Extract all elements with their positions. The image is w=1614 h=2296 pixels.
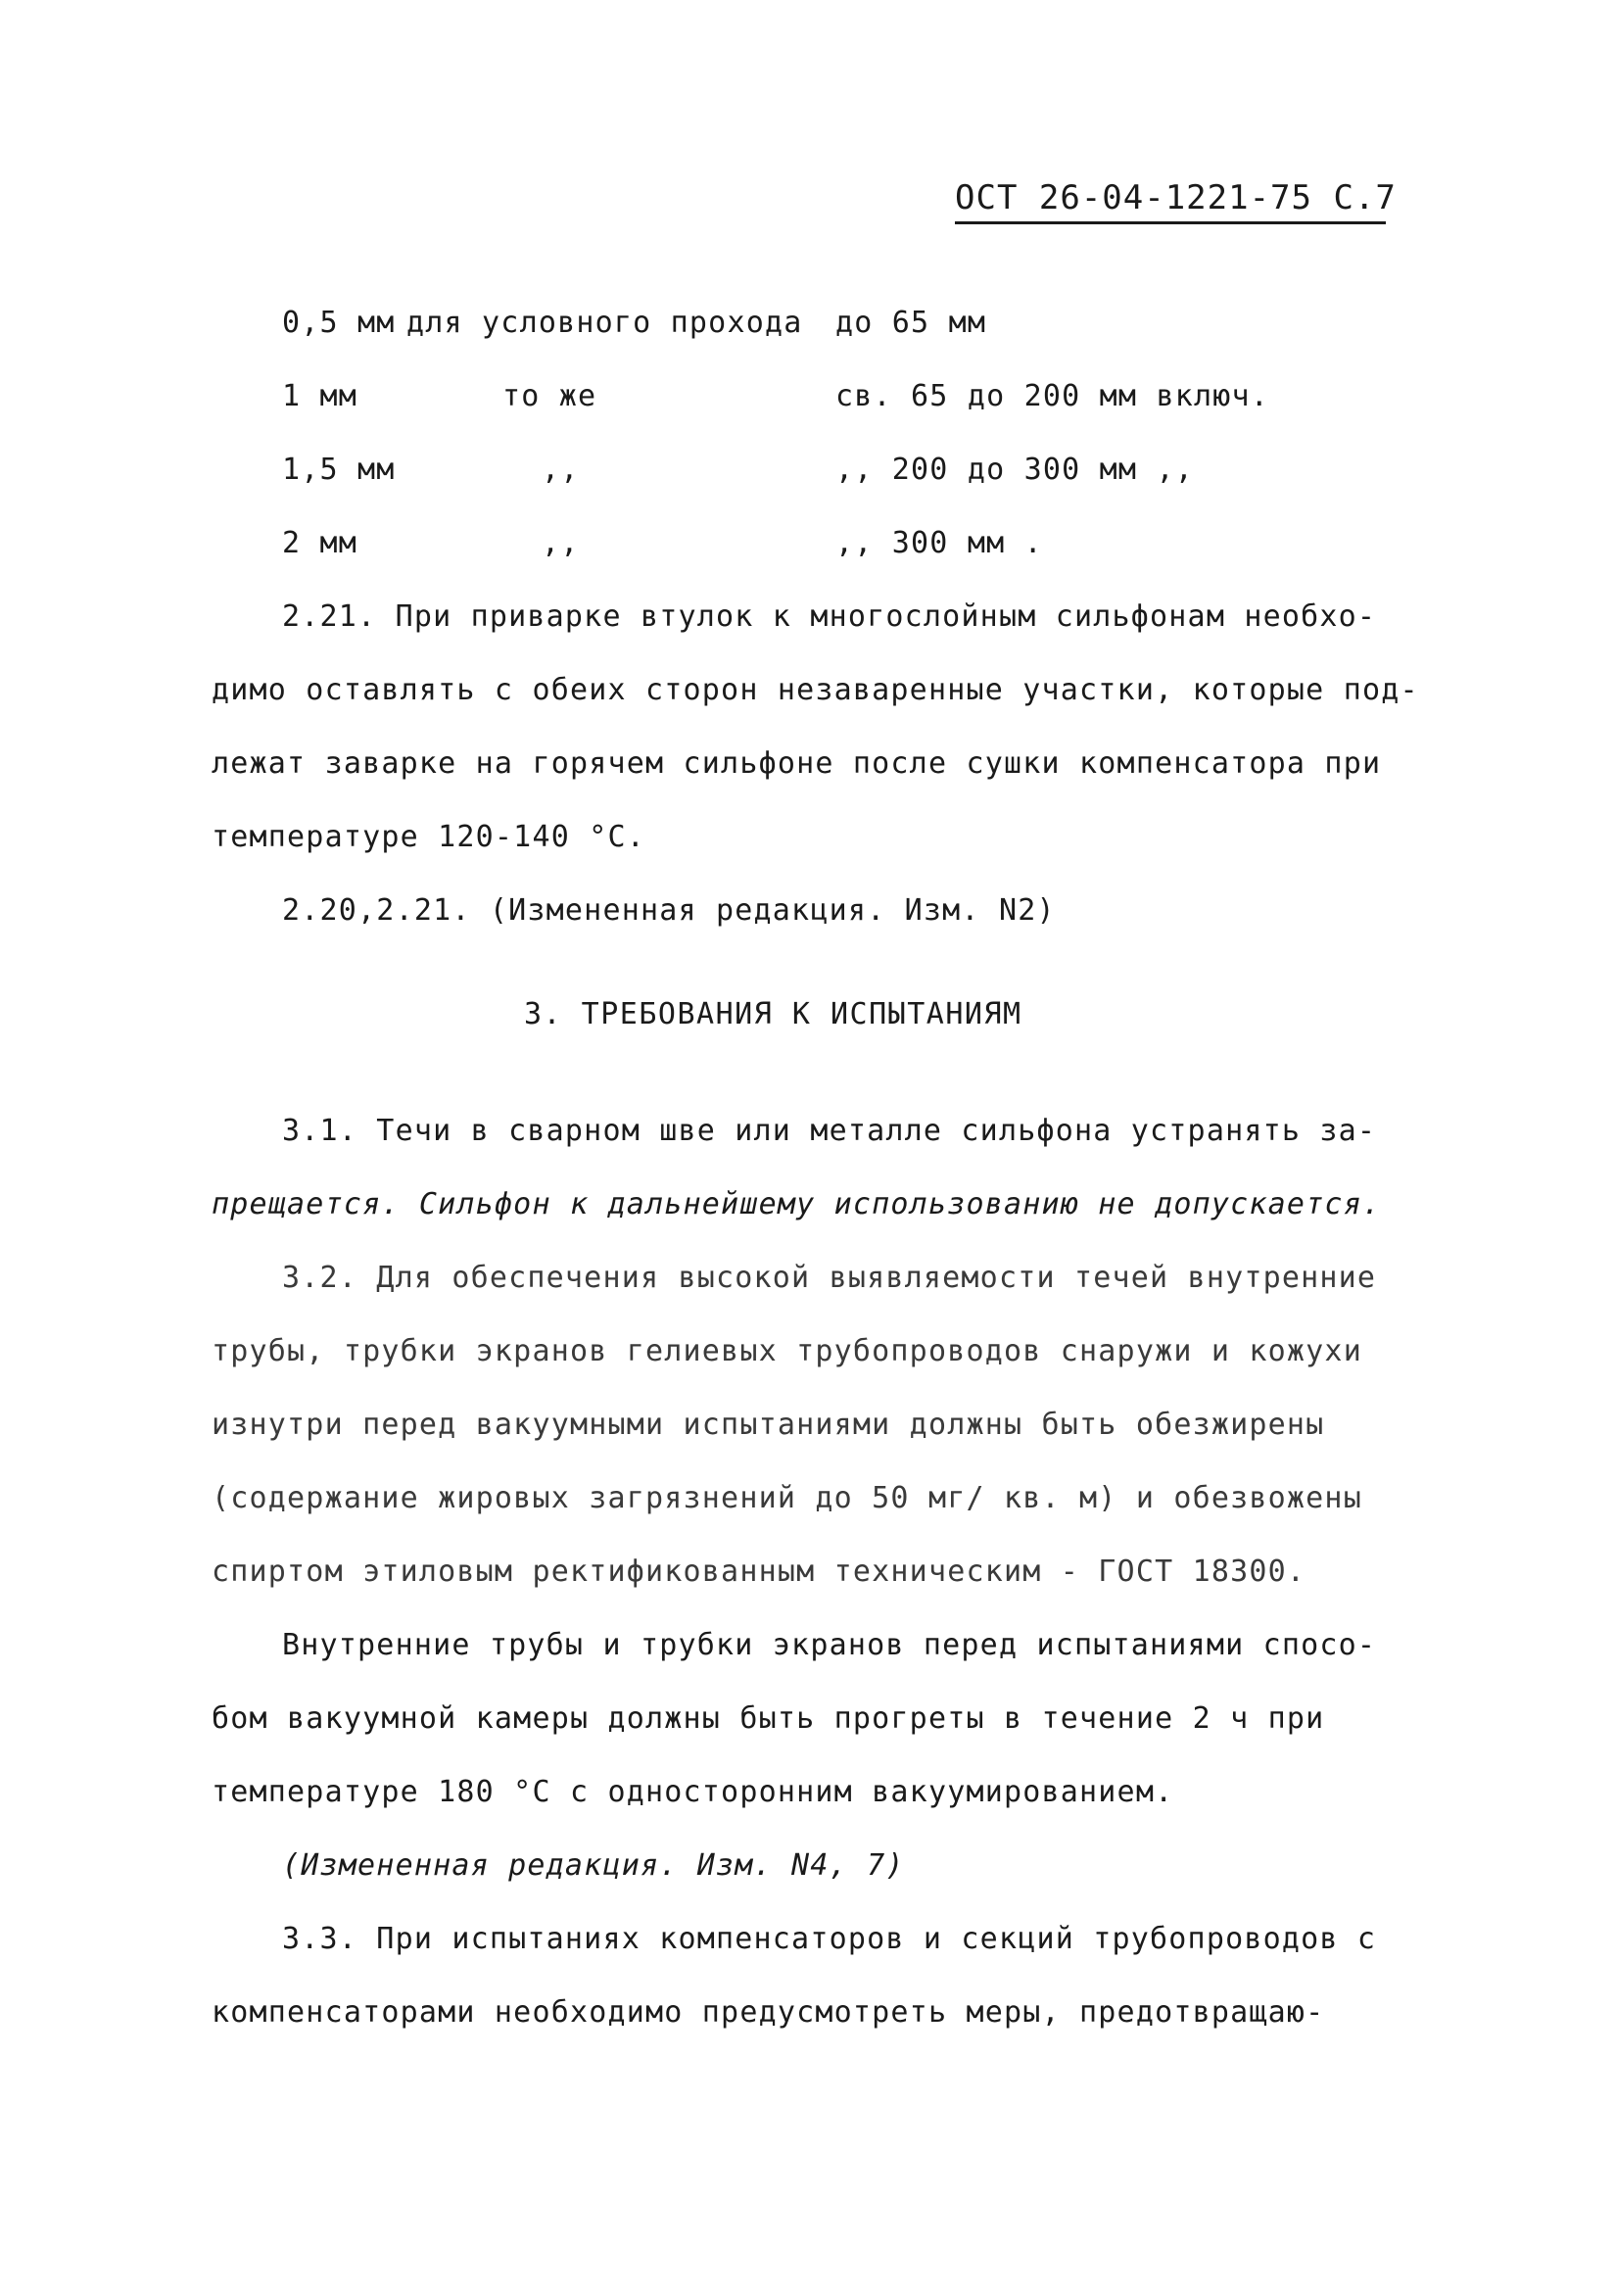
paragraph-line: спиртом этиловым ректификованным техническим - ГОСТ 18300.	[212, 1555, 1306, 1589]
paragraph-line: температуре 180 °С с односторонним вакуумированием.	[212, 1775, 1174, 1809]
paragraph-line: 3.1. Течи в сварном шве или металле сильфона устранять за-	[282, 1114, 1377, 1148]
paragraph-line: компенсаторами необходимо предусмотреть меры, предотвращаю-	[212, 1995, 1325, 2030]
amendment-note: 2.20,2.21. (Измененная редакция. Изм. N2)	[282, 893, 1056, 928]
paragraph-line: изнутри перед вакуумными испытаниями должны быть обезжирены	[212, 1408, 1325, 1442]
amendment-note: (Измененная редакция. Изм. N4, 7)	[282, 1848, 905, 1883]
paragraph-line: бом вакуумной камеры должны быть прогреты в течение 2 ч при	[212, 1701, 1325, 1736]
document-header	[955, 178, 1397, 224]
section-heading: 3. ТРЕБОВАНИЯ К ИСПЫТАНИЯМ	[524, 997, 1022, 1031]
table-cell-label: для условного прохода	[406, 306, 803, 340]
paragraph-line: 2.21. При приварке втулок к многослойным сильфонам необхо-	[282, 599, 1377, 634]
table-cell-range: ,, 300 мм .	[835, 526, 1043, 560]
table-cell-label: то же	[502, 379, 597, 413]
table-cell-range: до 65 мм	[835, 306, 987, 340]
paragraph-line: (содержание жировых загрязнений до 50 мг/ кв. м) и обезвожены	[212, 1481, 1362, 1515]
paragraph-line: димо оставлять с обеих сторон незаваренные участки, которые под-	[212, 673, 1419, 707]
paragraph-line: трубы, трубки экранов гелиевых трубопроводов снаружи и кожухи	[212, 1334, 1362, 1368]
table-cell-range: ,, 200 до 300 мм ,,	[835, 453, 1194, 487]
page-number: С.7	[1333, 178, 1397, 217]
table-cell-range: св. 65 до 200 мм включ.	[835, 379, 1270, 413]
paragraph-line: 3.3. При испытаниях компенсаторов и секций трубопроводов с	[282, 1922, 1377, 1956]
table-cell-value: 1 мм	[282, 379, 358, 413]
table-cell-value: 1,5 мм	[282, 453, 396, 487]
paragraph-line: прещается. Сильфон к дальнейшему использованию не допускается.	[212, 1187, 1382, 1221]
doc-code: ОСТ 26-04-1221-75	[955, 178, 1312, 217]
paragraph-line: 3.2. Для обеспечения высокой выявляемости течей внутренние	[282, 1261, 1377, 1295]
paragraph-line: лежат заварке на горячем сильфоне после сушки компенсатора при	[212, 746, 1382, 781]
paragraph-line: Внутренние трубы и трубки экранов перед испытаниями спосо-	[282, 1628, 1377, 1662]
paragraph-line: температуре 120-140 °С.	[212, 820, 646, 854]
table-cell-value: 0,5 мм	[282, 306, 396, 340]
table-cell-value: 2 мм	[282, 526, 358, 560]
table-cell-label: ,,	[542, 453, 580, 487]
table-cell-label: ,,	[542, 526, 580, 560]
